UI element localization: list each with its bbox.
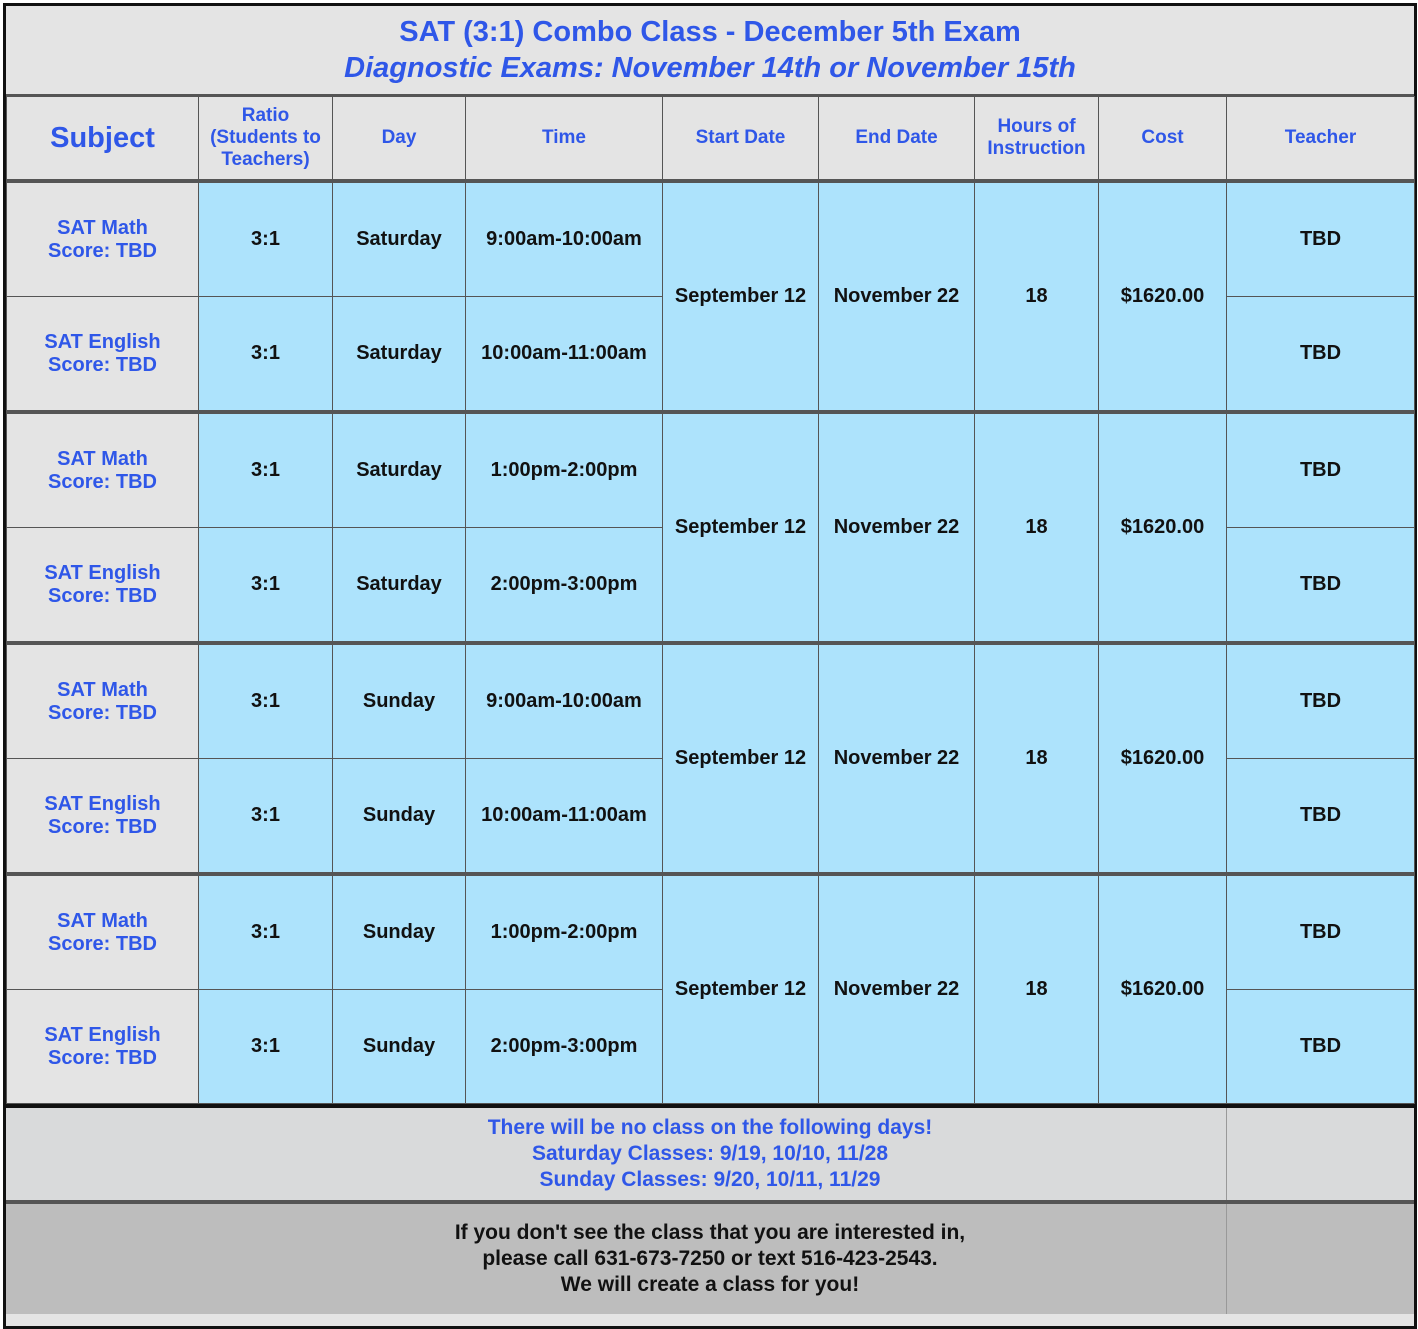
cost-cell: $1620.00 (1099, 181, 1227, 412)
cost-cell: $1620.00 (1099, 874, 1227, 1104)
teacher-cell: TBD (1227, 643, 1415, 759)
title-line-1: SAT (3:1) Combo Class - December 5th Exam (399, 16, 1021, 48)
header-teacher: Teacher (1227, 97, 1415, 182)
divider (1226, 1108, 1227, 1200)
subject-score: Score: TBD (48, 815, 157, 838)
day-cell: Saturday (333, 412, 466, 528)
teacher-cell: TBD (1227, 181, 1415, 297)
subject-score: Score: TBD (48, 239, 157, 262)
subject-score: Score: TBD (48, 1046, 157, 1069)
day-cell: Saturday (333, 528, 466, 644)
divider (1226, 1204, 1227, 1314)
subject-name: SAT Math (57, 909, 148, 932)
ratio-cell: 3:1 (199, 990, 333, 1104)
subject-cell (7, 297, 199, 413)
hours-cell: 18 (975, 874, 1099, 1104)
time-cell: 2:00pm-3:00pm (466, 528, 663, 644)
subject-score: Score: TBD (48, 701, 157, 724)
end-date-cell: November 22 (819, 181, 975, 412)
subject-cell (7, 759, 199, 875)
teacher-cell: TBD (1227, 874, 1415, 990)
header-start-date: Start Date (663, 97, 819, 182)
cost-cell: $1620.00 (1099, 412, 1227, 643)
subject-cell (7, 412, 199, 528)
subject-name: SAT Math (57, 678, 148, 701)
teacher-cell: TBD (1227, 759, 1415, 875)
ratio-cell: 3:1 (199, 181, 333, 297)
header-end-date: End Date (819, 97, 975, 182)
end-date-cell: November 22 (819, 874, 975, 1104)
cost-cell: $1620.00 (1099, 643, 1227, 874)
header-hours: Hours of Instruction (975, 97, 1099, 182)
title-line-2: Diagnostic Exams: November 14th or November 15th (344, 52, 1076, 84)
header-cost: Cost (1099, 97, 1227, 182)
start-date-cell: September 12 (663, 181, 819, 412)
day-cell: Saturday (333, 181, 466, 297)
footer-line-3: We will create a class for you! (560, 1273, 860, 1296)
time-cell: 9:00am-10:00am (466, 643, 663, 759)
subject-cell (7, 528, 199, 644)
header-row (7, 97, 1415, 182)
teacher-cell: TBD (1227, 297, 1415, 413)
hours-cell: 18 (975, 181, 1099, 412)
day-cell: Saturday (333, 297, 466, 413)
subject-name: SAT English (44, 1023, 161, 1046)
day-cell: Sunday (333, 643, 466, 759)
header-ratio: Ratio (Students to Teachers) (199, 97, 333, 182)
header-day: Day (333, 97, 466, 182)
end-date-cell: November 22 (819, 643, 975, 874)
hours-cell: 18 (975, 643, 1099, 874)
day-cell: Sunday (333, 874, 466, 990)
teacher-cell: TBD (1227, 412, 1415, 528)
subject-name: SAT English (44, 330, 161, 353)
schedule-frame (3, 3, 1417, 1329)
subject-name: SAT English (44, 561, 161, 584)
subject-score: Score: TBD (48, 353, 157, 376)
ratio-cell: 3:1 (199, 643, 333, 759)
table-row (7, 412, 1415, 528)
contact-footer (6, 1204, 1414, 1314)
day-cell: Sunday (333, 759, 466, 875)
time-cell: 9:00am-10:00am (466, 181, 663, 297)
ratio-cell: 3:1 (199, 874, 333, 990)
table-row (7, 181, 1415, 297)
table-row (7, 874, 1415, 990)
ratio-cell: 3:1 (199, 759, 333, 875)
no-class-notice (6, 1104, 1414, 1204)
ratio-cell: 3:1 (199, 412, 333, 528)
header-subject: Subject (7, 97, 199, 182)
subject-cell (7, 874, 199, 990)
subject-score: Score: TBD (48, 470, 157, 493)
end-date-cell: November 22 (819, 412, 975, 643)
time-cell: 1:00pm-2:00pm (466, 874, 663, 990)
schedule-table (6, 96, 1415, 1104)
ratio-cell: 3:1 (199, 297, 333, 413)
table-row (7, 643, 1415, 759)
hours-cell: 18 (975, 412, 1099, 643)
time-cell: 1:00pm-2:00pm (466, 412, 663, 528)
subject-name: SAT Math (57, 216, 148, 239)
subject-name: SAT English (44, 792, 161, 815)
time-cell: 2:00pm-3:00pm (466, 990, 663, 1104)
subject-score: Score: TBD (48, 584, 157, 607)
ratio-cell: 3:1 (199, 528, 333, 644)
footer-line-2: please call 631-673-7250 or text 516-423-2543. (482, 1247, 938, 1270)
subject-cell (7, 181, 199, 297)
header-time: Time (466, 97, 663, 182)
time-cell: 10:00am-11:00am (466, 759, 663, 875)
footer-line-1: If you don't see the class that you are interested in, (454, 1221, 966, 1244)
subject-score: Score: TBD (48, 932, 157, 955)
notice-line-3: Sunday Classes: 9/20, 10/11, 11/29 (539, 1168, 881, 1191)
notice-line-1: There will be no class on the following days! (487, 1116, 933, 1139)
start-date-cell: September 12 (663, 412, 819, 643)
time-cell: 10:00am-11:00am (466, 297, 663, 413)
subject-cell (7, 990, 199, 1104)
schedule-title (6, 6, 1414, 96)
teacher-cell: TBD (1227, 990, 1415, 1104)
start-date-cell: September 12 (663, 643, 819, 874)
notice-line-2: Saturday Classes: 9/19, 10/10, 11/28 (531, 1142, 889, 1165)
start-date-cell: September 12 (663, 874, 819, 1104)
day-cell: Sunday (333, 990, 466, 1104)
teacher-cell: TBD (1227, 528, 1415, 644)
subject-cell (7, 643, 199, 759)
subject-name: SAT Math (57, 447, 148, 470)
